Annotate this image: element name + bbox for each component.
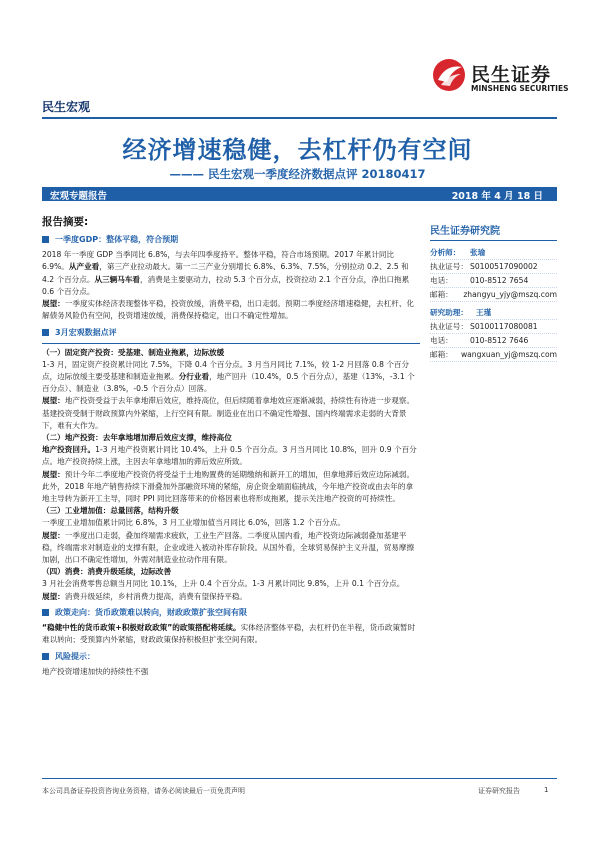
macro-section-heading: 3月宏观数据点评	[42, 327, 420, 339]
analyst-license-row: 执业证号： S0100517090002	[430, 260, 557, 274]
policy-paragraph: “稳健中性的货币政策+积极财政政策”的政策搭配将延续。实体经济整体平稳，去杠杆仍在半程，货币政策暂时难以转向；受预算内外紧缩，财政政策保持积极但扩张空间有限。	[42, 623, 416, 645]
assistant-email-row[interactable]: 邮箱： wangxuan_yj@mszq.com	[430, 348, 557, 362]
policy-section-heading: 政策走向：货币政策难以转向，财政政策扩张空间有限	[42, 607, 420, 619]
analyst-row: 分析师： 张瑜	[430, 246, 557, 260]
assistant-name: 王瑾	[476, 308, 492, 317]
real-estate-heading: （二）地产投资：去年拿地增加滞后效应支撑，维持高位	[42, 433, 232, 443]
footer-divider	[42, 778, 557, 779]
gdp-outlook: 展望：一季度实体经济表现整体平稳，投资放缓，消费平稳，出口走弱。预期二季度经济增速稳健，去杠杆、化解债务风险仍有空间，投资增速放缓，消费保持稳定，出口不确定性增加。	[42, 299, 415, 321]
assistant-license-row: 执业证号： S0100117080081	[430, 320, 557, 334]
real-estate-outlook: 展望：预计今年二季度地产投资仍将受益于土地购置费的延期缴纳和新开工的增加，但拿地滞后效应边际减弱。此外，2018 年地产销售持续下滑叠加外部融资环境的紧缩，房企资金端面临挑战，今年地产投资或由去年的拿地主导转为新开工主导，同时 PPI 同比回落带来的价格因素也将形成拖累，提示关注地产投资的可持续性。	[42, 469, 415, 504]
analyst-email-link[interactable]: zhangyu_yjy@mszq.com	[463, 290, 557, 299]
footer-report-label: 证券研究报告	[478, 787, 520, 795]
report-subtitle: ——— 民生宏观一季度经济数据点评 20180417	[169, 167, 426, 181]
logo-english-name: MINSHENG SECURITIES	[471, 84, 569, 93]
bullet-icon	[42, 609, 49, 616]
section-divider	[42, 343, 420, 344]
header-divider	[42, 117, 557, 119]
assistant-email-link[interactable]: wangxuan_yj@mszq.com	[460, 350, 557, 359]
section-tag: 民生宏观	[42, 100, 91, 114]
summary-body	[42, 232, 420, 678]
gdp-section-heading: 一季度GDP：整体平稳，符合预期	[42, 234, 420, 246]
footer-disclaimer: 本公司具备证券投资咨询业务资格，请务必阅读最后一页免责声明	[42, 787, 245, 795]
page-number: 1	[544, 786, 549, 794]
bullet-icon	[42, 236, 49, 243]
industry-paragraph: 一季度工业增加值累计同比 6.8%，3 月工业增加值当月同比 6.0%，回落 1.2 个百分点。	[42, 518, 345, 528]
gdp-paragraph: 2018 年一季度 GDP 当季同比 6.8%，与去年四季度持平。整体平稳，符合市场预期。2017 年累计同比 6.9%。从产业看，第三产业拉动最大。第一二三产业分别增长 6.8%、6.3%、7.5%，分别拉动 0.2、2.5 和 4.2 个百分点。从三辆马车看，消费是主要驱动力，拉动 5.3 个百分点，投资拉动 2.1 个百分点，净出口拖累 0.6 个百分点。	[42, 250, 410, 296]
analyst-phone-row: 电话： 010-8512 7654	[430, 274, 557, 288]
industry-outlook: 展望：一季度出口走弱，叠加终端需求疲软，工业生产回落。二季度从国内看，地产投资边际减弱叠加基建平稳，终端需求对制造业的支撑有限，企业或进入被动补库存阶段。从国外看，全球贸易保护主义升温，贸易摩擦加剧，出口不确定性增加，外需对制造业拉动作用有限。	[42, 530, 415, 565]
assistant-phone-row: 电话： 010-8512 7646	[430, 334, 557, 348]
consumption-paragraph: 3 月社会消费零售总额当月同比 10.1%，上升 0.4 个百分点。1-3 月累计同比 9.8%，上升 0.1 个百分点。	[42, 579, 405, 589]
report-date: 2018 年 4 月 18 日	[451, 191, 543, 202]
report-title: 经济增速稳健，去杠杆仍有空间	[122, 136, 473, 164]
fai-paragraph: 1-3 月，固定资产投资累计同比 7.5%，下降 0.4 个百分点。3 月当月同比 7.1%，较 1-2 月回落 0.8 个百分点，边际放缓主要受基建和制造业拖累。分行业看，地产回升（10.4%，0.5 个百分点），基建（13%，-3.1 个百分点）、制造业（3.8%，-0.5 个百分点）回落。	[42, 359, 415, 394]
bullet-icon	[42, 653, 49, 660]
risk-section-heading: 风险提示：	[42, 651, 420, 663]
research-info-panel	[430, 222, 557, 362]
analyst-email-row[interactable]: 邮箱： zhangyu_yjy@mszq.com	[430, 288, 557, 302]
analyst-name: 张瑜	[470, 248, 486, 257]
real-estate-paragraph: 地产投资回升。1-3 月地产投资累计同比 10.4%，上升 0.5 个百分点。3 月当月同比 10.8%，回升 0.9 个百分点。地产投资持续上涨，主因去年拿地增加的滞后效应所致。	[42, 445, 417, 467]
report-type: 宏观专题报告	[50, 191, 108, 202]
research-institute-heading: 民生证券研究院	[430, 222, 557, 241]
consumption-outlook: 展望：消费升级延续，乡村消费力提高，消费有望保持平稳。	[42, 591, 248, 601]
logo-chinese-name: 民生证券	[471, 64, 552, 86]
minsheng-logo-icon	[432, 58, 466, 92]
fai-outlook: 展望：地产投资受益于去年拿地滞后效应，维持高位，但后续随着拿地效应逐渐减弱，持续性有待进一步观察。基建投资受制于财政预算内外紧缩，上行空间有限。制造业在出口不确定性增强、国内终端需求走弱的大背景下，难有大作为。	[42, 396, 415, 430]
summary-heading: 报告摘要:	[42, 216, 89, 228]
bullet-icon	[42, 329, 49, 336]
risk-paragraph: 地产投资增速加快的持续性不强	[42, 666, 149, 676]
industry-heading: （三）工业增加值：总量回落，结构升级	[42, 506, 179, 516]
fai-heading: （一）固定资产投资：受基建、制造业拖累，边际放缓	[42, 347, 225, 357]
consumption-heading: （四）消费：消费升级延续，边际改善	[42, 567, 172, 577]
assistant-row: 研究助理： 王瑾	[430, 306, 557, 320]
